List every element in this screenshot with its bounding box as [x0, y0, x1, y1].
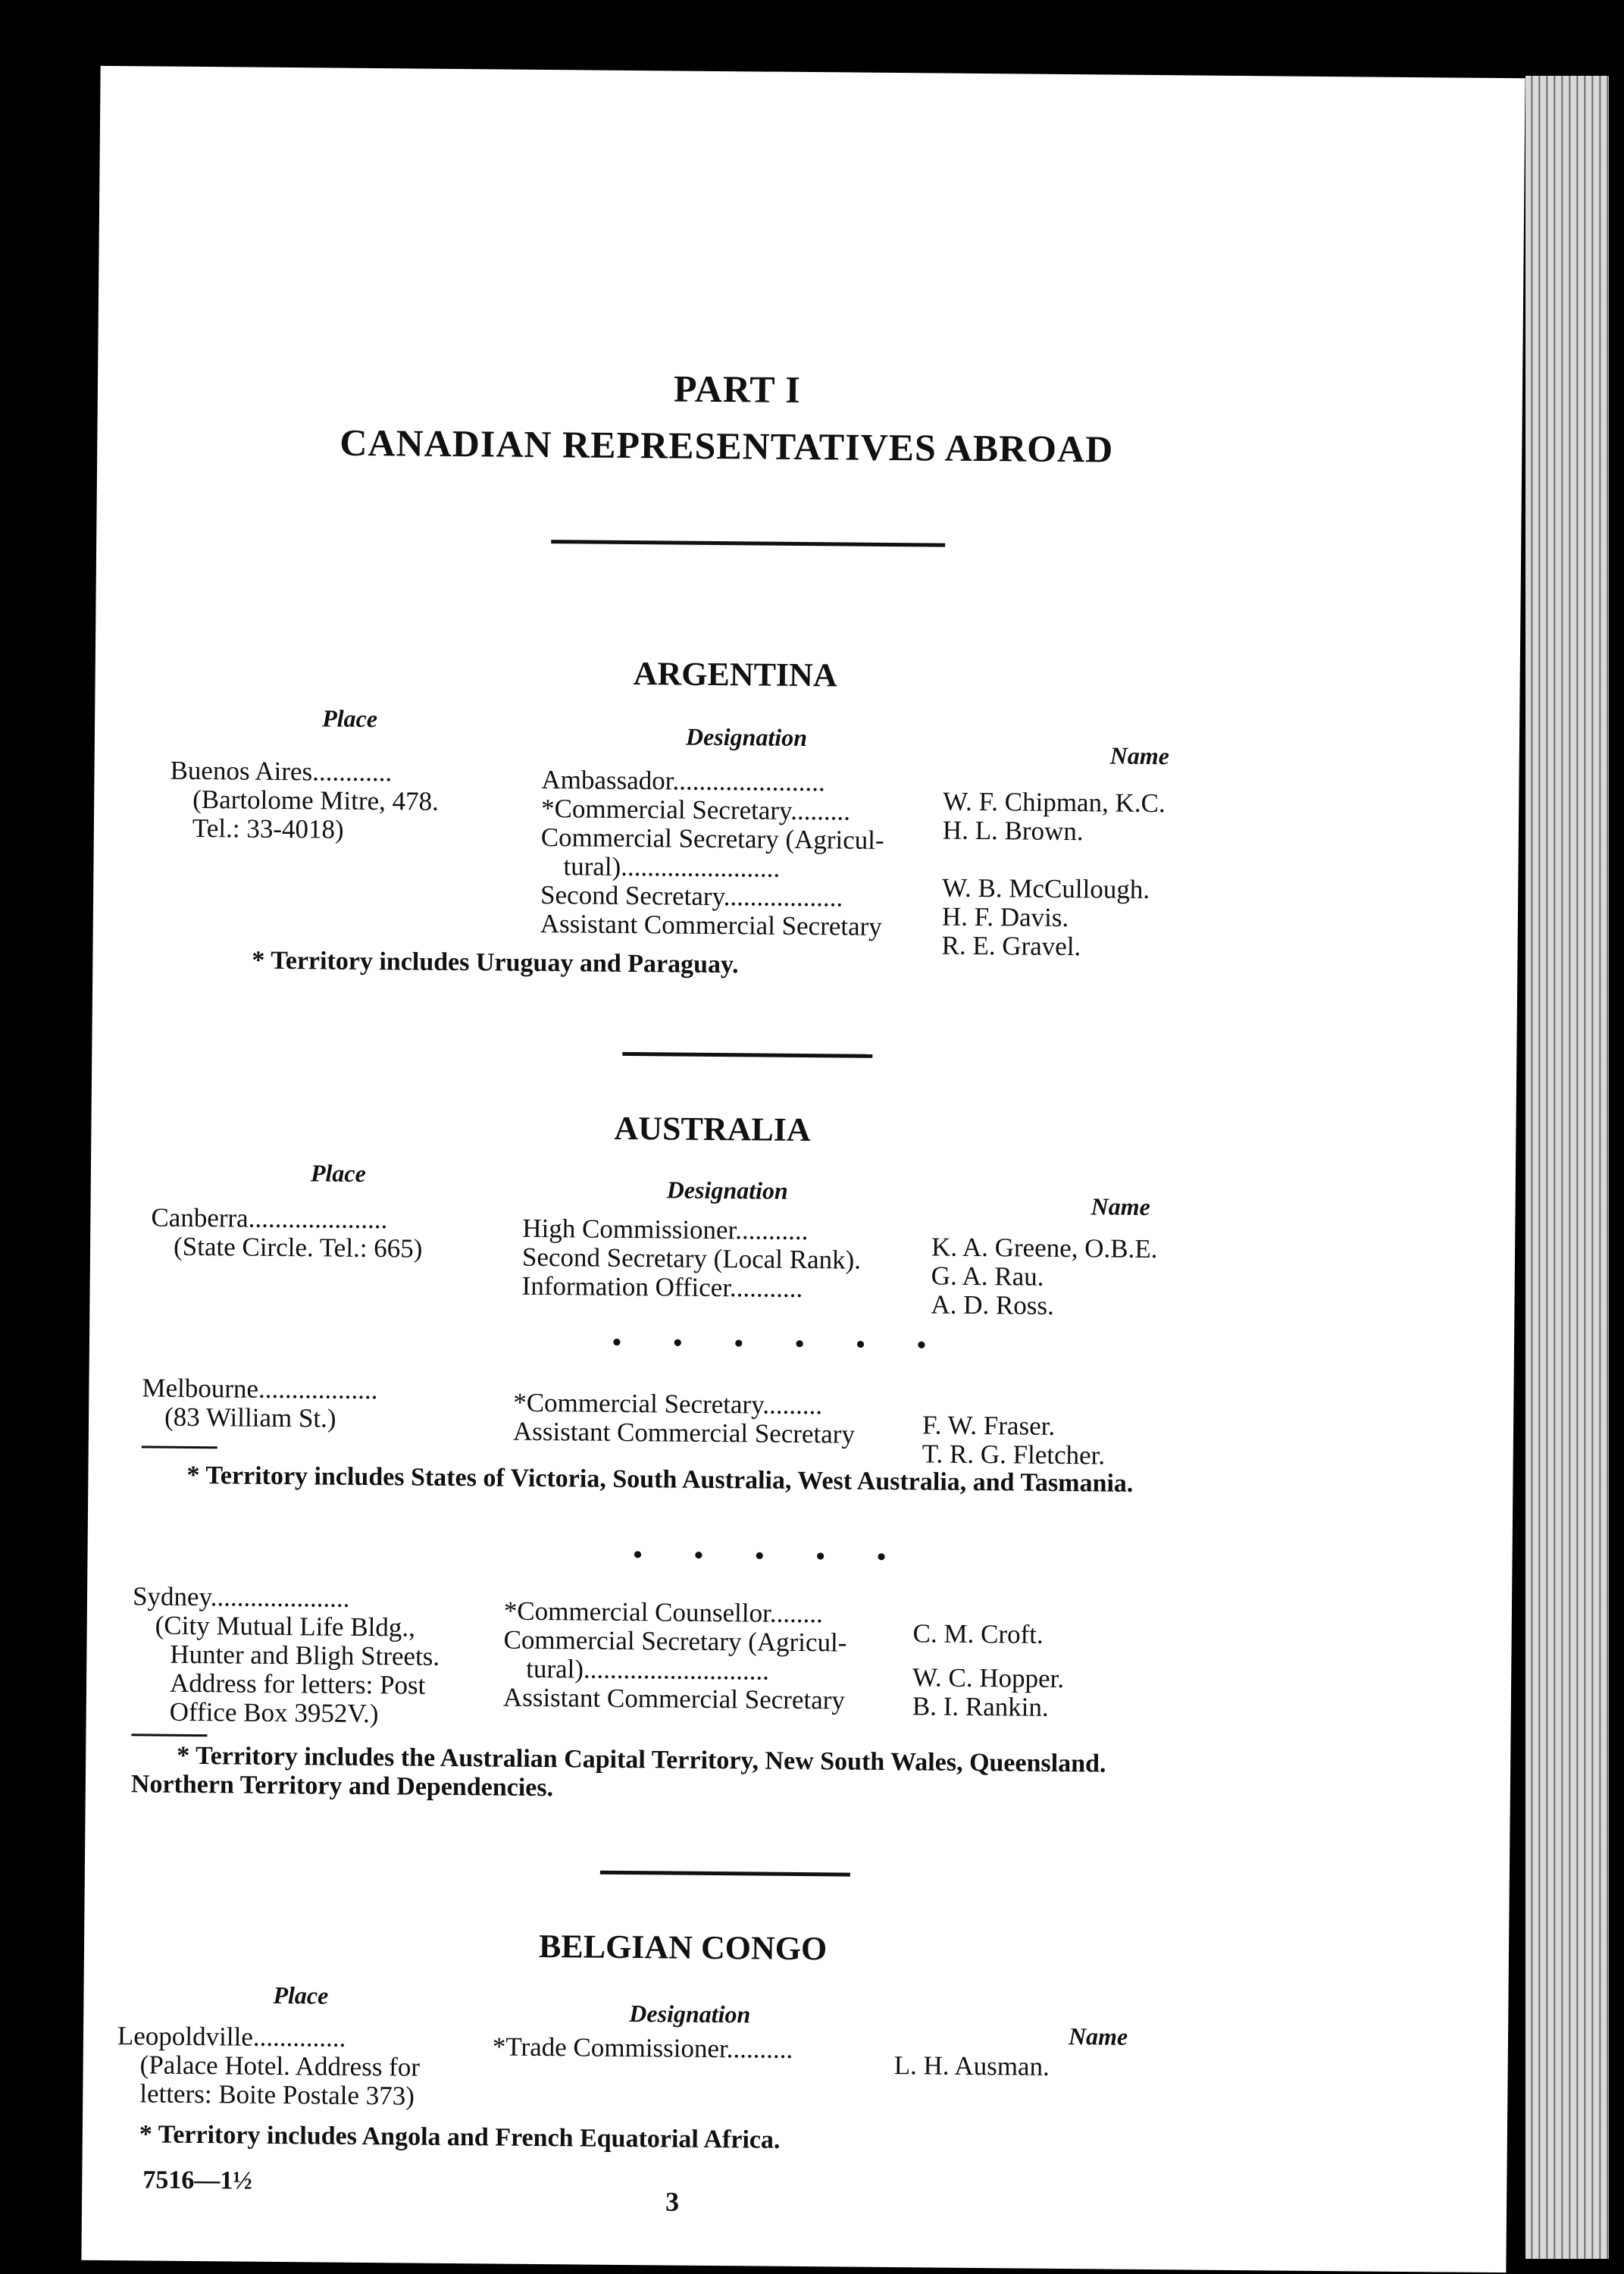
designation-line: Commercial Secretary (Agricul- — [503, 1624, 847, 1658]
place-line: Buenos Aires............ — [170, 755, 393, 788]
place-line: Tel.: 33-4018) — [192, 813, 344, 844]
place-column — [151, 1203, 423, 1263]
document-page — [81, 66, 1525, 2272]
designation-line: *Commercial Secretary......... — [513, 1387, 823, 1420]
column-header-place: Place — [310, 1159, 366, 1187]
name-line: H. L. Brown. — [942, 815, 1084, 847]
place-line: Melbourne.................. — [142, 1373, 378, 1405]
country-heading-australia: AUSTRALIA — [614, 1109, 811, 1149]
separator-dots: • • • • • — [633, 1541, 909, 1572]
designation-line: High Commissioner........... — [522, 1213, 809, 1246]
place-line: Leopoldville.............. — [117, 2021, 346, 2053]
place-column — [142, 1373, 378, 1433]
name-line: W. F. Chipman, K.C. — [943, 786, 1166, 819]
footnote: * Territory includes Angola and French Equatorial Africa. — [139, 2120, 781, 2154]
name-line: H. F. Davis. — [941, 901, 1069, 933]
footnote: * Territory includes States of Victoria, South Australia, West Australia, and Tasmania. — [186, 1461, 1134, 1498]
place-line: letters: Boite Postale 373) — [139, 2078, 415, 2111]
place-line: (State Circle. Tel.: 665) — [173, 1231, 423, 1264]
main-title: CANADIAN REPRESENTATIVES ABROAD — [340, 421, 1114, 471]
footnote: * Territory includes the Australian Capital Territory, New South Wales, Queensland. — [177, 1741, 1106, 1778]
name-line: B. I. Rankin. — [912, 1691, 1049, 1722]
place-line: (Bartolome Mitre, 478. — [192, 784, 440, 816]
column-header-place: Place — [322, 704, 378, 733]
name-line: C. M. Croft. — [912, 1618, 1044, 1649]
name-column — [912, 1619, 1065, 1722]
name-line: A. D. Ross. — [931, 1289, 1055, 1320]
name-column — [894, 2051, 1050, 2081]
place-line: (Palace Hotel. Address for — [139, 2050, 421, 2082]
name-line: T. R. G. Fletcher. — [922, 1439, 1106, 1471]
name-line: G. A. Rau. — [931, 1261, 1044, 1292]
designation-line: Second Secretary.................. — [540, 879, 843, 913]
country-heading-argentina: ARGENTINA — [633, 655, 837, 694]
page-number: 3 — [665, 2186, 680, 2217]
designation-column — [503, 1597, 847, 1715]
name-line: K. A. Greene, O.B.E. — [931, 1232, 1158, 1264]
designation-line: Ambassador....................... — [541, 764, 825, 797]
place-column — [132, 1582, 440, 1729]
name-line: W. B. McCullough. — [942, 872, 1150, 904]
designation-column — [540, 766, 885, 941]
short-rule — [131, 1734, 207, 1737]
place-line: (83 William St.) — [164, 1402, 336, 1433]
place-column — [117, 2022, 420, 2110]
column-header-name: Name — [1090, 1192, 1150, 1220]
designation-line: Assistant Commercial Secretary — [512, 1416, 856, 1449]
name-line: R. E. Gravel. — [941, 930, 1081, 962]
designation-line: *Commercial Counsellor........ — [503, 1596, 823, 1629]
column-header-place: Place — [273, 1981, 329, 2009]
designation-line: Commercial Secretary (Agricul- — [540, 822, 884, 855]
place-line: Canberra..................... — [151, 1202, 388, 1235]
place-line: Address for letters: Post — [169, 1668, 426, 1700]
designation-column — [513, 1389, 856, 1449]
book-page-edges — [1525, 76, 1609, 2259]
column-header-name: Name — [1068, 2022, 1128, 2050]
title-divider — [551, 540, 945, 547]
name-line: F. W. Fraser. — [922, 1410, 1056, 1441]
designation-line: *Trade Commissioner.......... — [492, 2031, 793, 2064]
footnote: * Territory includes Uruguay and Paraguay. — [252, 946, 739, 979]
footnote-continuation: Northern Territory and Dependencies. — [130, 1770, 554, 1803]
column-header-designation: Designation — [685, 722, 808, 752]
place-line: Sydney..................... — [132, 1581, 350, 1613]
designation-line: Information Officer........... — [521, 1270, 803, 1303]
country-heading-belgian-congo: BELGIAN CONGO — [538, 1927, 828, 1968]
designation-column — [493, 2032, 793, 2063]
place-line: Hunter and Bligh Streets. — [170, 1639, 440, 1671]
designation-line: tural)............................ — [526, 1653, 770, 1686]
name-column — [931, 1233, 1157, 1321]
separator-dots: • • • • • • — [612, 1328, 950, 1360]
name-column — [941, 788, 1165, 963]
column-header-designation: Designation — [629, 2000, 751, 2028]
designation-line: *Commercial Secretary......... — [540, 793, 851, 826]
designation-line: tural)........................ — [563, 851, 781, 883]
column-header-name: Name — [1109, 741, 1170, 770]
short-rule — [142, 1446, 217, 1449]
place-line: (City Mutual Life Bldg., — [155, 1610, 416, 1643]
part-title: PART I — [673, 367, 801, 411]
name-line: L. H. Ausman. — [893, 2050, 1050, 2081]
designation-column — [521, 1214, 861, 1304]
designation-line: Assistant Commercial Secretary — [540, 908, 882, 941]
name-column — [922, 1411, 1106, 1470]
designation-line: Second Secretary (Local Rank). — [521, 1242, 862, 1275]
section-divider — [622, 1052, 872, 1058]
place-column — [170, 756, 440, 845]
section-divider — [600, 1871, 850, 1877]
name-line: W. C. Hopper. — [912, 1662, 1065, 1694]
column-header-designation: Designation — [666, 1176, 788, 1204]
print-code: 7516—1½ — [142, 2166, 252, 2195]
designation-line: Assistant Commercial Secretary — [502, 1682, 846, 1715]
place-line: Office Box 3952V.) — [169, 1696, 379, 1729]
